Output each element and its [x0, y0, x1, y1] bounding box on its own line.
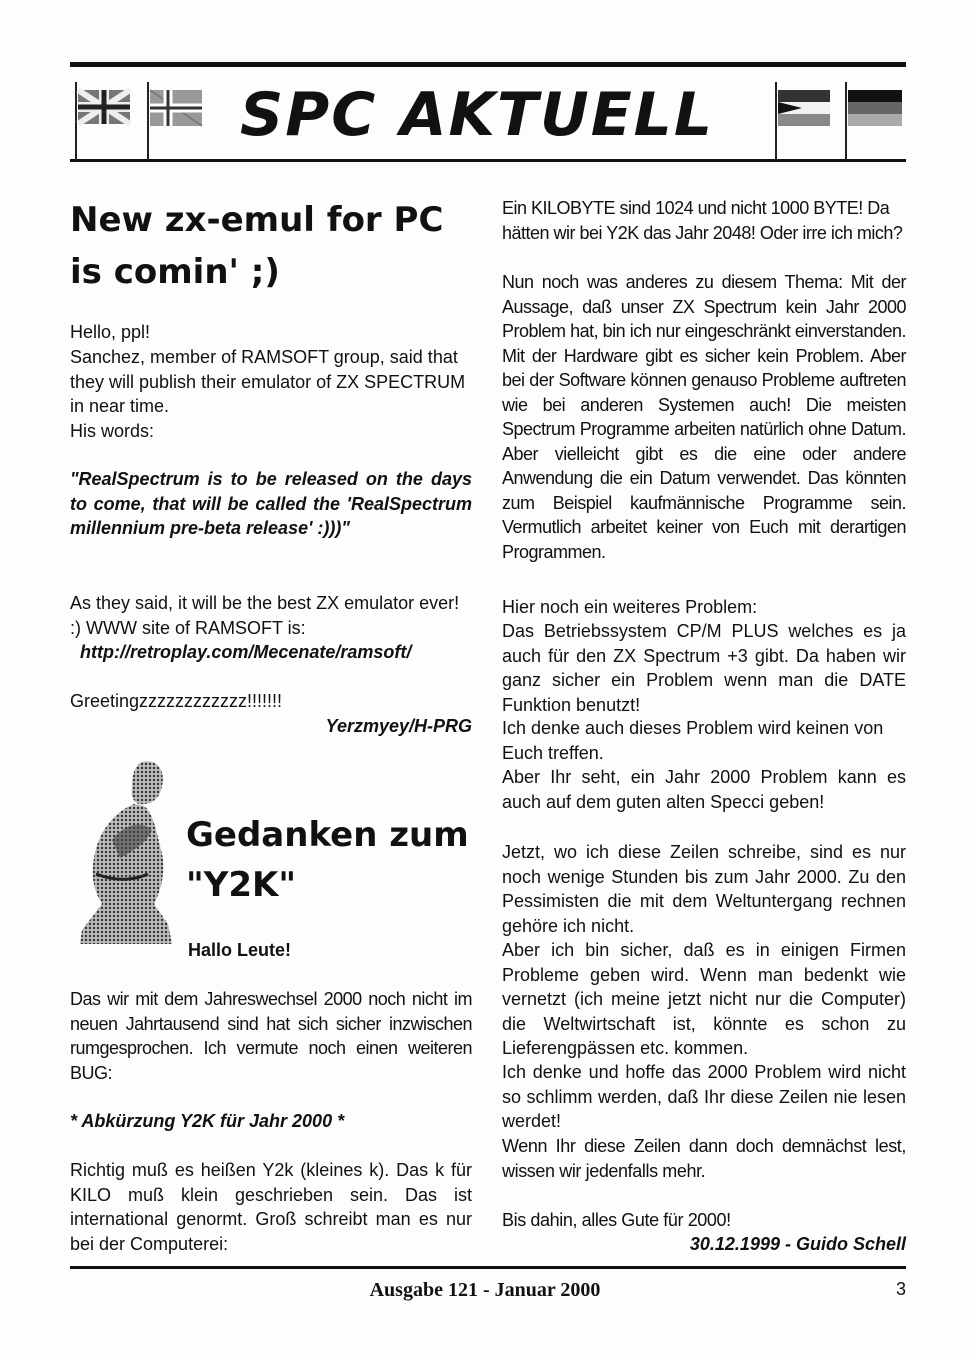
specci-paragraph: Aber Ihr seht, ein Jahr 2000 Problem kann es auch auf dem guten alten Specci geben! — [502, 767, 906, 812]
article-headline-emulator: New zx-emul for PC is comin' ;) — [70, 200, 444, 292]
nordic-flag-icon — [144, 80, 206, 162]
german-flag-icon — [842, 80, 906, 162]
uk-flag-icon — [72, 78, 134, 162]
best-wishes-line: Bis dahin, alles Gute für 2000! — [502, 1210, 731, 1230]
greeting-line: Hello, ppl! — [70, 322, 151, 342]
kilobyte-paragraph: Ein KILOBYTE sind 1024 und nicht 1000 BYTE! Da hätten wir bei Y2K das Jahr 2048! Oder irre ich mich? — [502, 198, 903, 243]
thinker-statue-image — [72, 754, 180, 946]
hope-paragraph: Ich denke und hoffe das 2000 Problem wird nicht so schlimm werden, daß Ihr diese Zeilen nie lesen werdet! — [502, 1062, 906, 1131]
pessimists-paragraph: Jetzt, wo ich diese Zeilen schreibe, sind es nur noch wenige Stunden bis zum Jahr 2000. Zu den Pessimisten die mit dem Weltuntergang rechnen gehöre ich nicht. — [502, 842, 906, 936]
author-signature: Yerzmyey/H-PRG — [325, 716, 472, 736]
soon-paragraph: Wenn Ihr diese Zeilen dann doch demnächst lest, wissen wir jedenfalls mehr. — [502, 1136, 906, 1181]
page-number: 3 — [896, 1279, 907, 1299]
not-affect-paragraph: Ich denke auch dieses Problem wird keinen von Euch treffen. — [502, 718, 884, 763]
intro-paragraph: Sanchez, member of RAMSOFT group, said that they will publish their emulator of ZX SPECTRUM in near time. — [70, 347, 466, 416]
closing-line: Greetingzzzzzzzzzzzz!!!!!!! — [70, 691, 283, 711]
striped-flag-icon — [772, 80, 834, 162]
y2k-paragraph-1: Das wir mit dem Jahreswechsel 2000 noch nicht im neuen Jahrtausend sind hat sich sicher inzwischen rumgesprochen. Ich vermute noch einen weiteren BUG: — [70, 989, 472, 1083]
footer-rule — [70, 1266, 906, 1269]
header-rule-top — [70, 62, 906, 67]
companies-paragraph: Aber ich bin sicher, daß es in einigen Firmen Probleme geben wird. Wenn man bedenkt wie vernetzt (ich meine jetzt nicht nur die Computer) die Weltwirtschaft ist, könnte es schon zu Lieferengpässen etc. kommen. — [502, 940, 906, 1058]
header-title: SPC AKTUELL — [240, 80, 715, 150]
quote-paragraph: "RealSpectrum is to be released on the days to come, that will be called the 'RealSpectrum millennium pre-beta release' :)))" — [70, 469, 472, 538]
hardware-software-paragraph: Nun noch was anderes zu diesem Thema: Mit der Aussage, daß unser ZX Spectrum kein Jahr 2000 Problem hat, bin ich nur eingeschränkt einverstanden. Mit der Hardware gibt es sicher kein Problem. Aber bei der Software können genauso Probleme auftreten wie bei anderen Systemen auch! Die meisten Spectrum Programme arbeiten natürlich ohne Datum. Aber vielleicht gibt es die eine oder andere Anwendung die ein Datum verwendet. Das könnten zum Beispiel kaufmännische Programme sein. Vermutlich arbeitet keiner von Euch mit derartigen Programmen. — [502, 272, 906, 562]
issue-footer: Ausgabe 121 - Januar 2000 — [369, 1279, 601, 1301]
his-words-line: His words: — [70, 421, 155, 441]
y2k-subheading: * Abkürzung Y2K für Jahr 2000 * — [70, 1111, 345, 1131]
signature-line: 30.12.1999 - Guido Schell — [689, 1234, 906, 1254]
y2k-paragraph-2: Richtig muß es heißen Y2k (kleines k). Das k für KILO muß klein geschrieben sein. Das ist international genormt. Groß schreibt man es nur bei der Computerei: — [70, 1160, 472, 1254]
salutation-line: Hallo Leute! — [188, 940, 292, 960]
after-quote-paragraph: As they said, it will be the best ZX emulator ever! :) WWW site of RAMSOFT is: — [70, 593, 460, 638]
article-headline-y2k: Gedanken zum "Y2K" — [186, 815, 469, 905]
ramsoft-url[interactable]: http://retroplay.com/Mecenate/ramsoft/ — [80, 642, 412, 662]
cpm-paragraph: Das Betriebssystem CP/M PLUS welches es ja auch für den ZX Spectrum +3 gibt. Da haben wir ganz sicher ein Problem wenn man die DATE Funktion benutzt! — [502, 621, 906, 715]
another-problem-line: Hier noch ein weiteres Problem: — [502, 597, 758, 617]
